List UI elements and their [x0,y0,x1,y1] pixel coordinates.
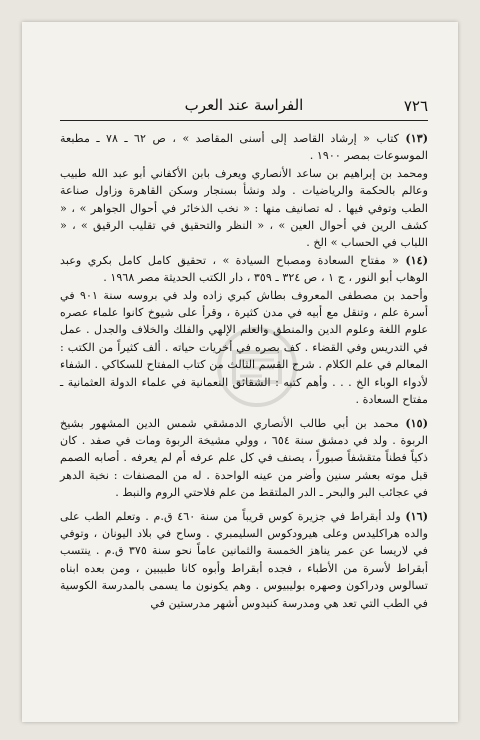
footnote-text: كتاب « إرشاد القاصد إلى أسنى المقاصد » ، ص ٦٢ ـ ٧٨ ـ مطبعة الموسوعات بمصر ١٩٠٠ . [60,132,428,163]
footnote-number: (١٤) [405,252,428,267]
footnote-number: (١٥) [405,415,428,430]
page-number: ٧٢٦ [403,97,428,115]
footnote-text: ولد أبقراط في جزيرة كوس قريباً من سنة ٤٦٠ ق.م . وتعلم الطب على والده هراكليدس وعلى هيرودكوس السليمبري . وساح في بلاد اليونان ، وتوفي في لاريسا عن عمر يناهز الخمسة والثمانين عاماً نحو سنة ٣٧٥ ق.م . ينتسب أبقراط لأسرة من الأطباء ، فجده أبقراط وأبوه كانا طبيبين ، ومن بعده ابناه تسالوس ودراكون وصهره بوليبيوس . وهم يكونون ما يسمى بالمدرسة الكوسية في الطب التي تعد هي ومدرسة كنيدوس أشهر مدرستين في [60,509,428,610]
footnote-text: وأحمد بن مصطفى المعروف بطاش كبري زاده ولد في بروسه سنة ٩٠١ في أسرة علم ، وتنقل مع أبيه في مدن كثيرة ، وقرأ على شيوخ كانوا علماء عصره علوم اللغة وعلوم الدين والمنطق والعلم الإلهي والفلك والخلاف والجدل . عمل في التدريس وفي القضاء . كف بصره في أخريات حياته . ألف كثيراً من الكتب : المعالم في علم الكلام . شرح القسم الثالث من كتاب المفتاح للسكاكي . الشفاء لأدواء الوباء الخ . . . وأهم كتبه : الشقائق النعمانية في علماء الدولة العثمانية ـ مفتاح السعادة . [60,288,429,407]
footnote-16 [60,508,428,612]
book-page [22,22,458,722]
footnote-text: ومحمد بن إبراهيم بن ساعد الأنصاري ويعرف بابن الأكفاني أبو عبد الله طبيب وعالم بالحكمة والرياضيات . ولد ونشأ بسنجار وسكن القاهرة وزاول صناعة الطب وتوفي فيها . له تصانيف منها : « نخب الذخائر في أحوال الجواهر » ، « كشف الرين في أحوال العين » ، « النظر والتحقيق في تقليب الرقيق » ، « اللباب في الحساب » الخ . [60,166,428,250]
footnote-15 [60,415,428,502]
footnote-number: (١٣) [405,131,429,145]
footnote-13-bio [60,165,428,252]
footnote-text: « مفتاح السعادة ومصباح السيادة » ، تحقيق كامل كامل بكري وعبد الوهاب أبو النور ، ج ١ ، ص ٣٢٤ ـ ٣٥٩ ، دار الكتب الحديثة مصر ١٩٦٨ . [60,253,428,285]
footnote-14-bio [60,287,428,409]
footnote-number: (١٦) [405,508,428,523]
footnote-13 [60,130,428,165]
footnote-text: محمد بن أبي طالب الأنصاري الدمشقي شمس الدين المشهور بشيخ الربوة . ولد في دمشق سنة ٦٥٤ ، وولي مشيخة الربوة ومات في صفد . كان ذكياً فطناً متقشفاً صبوراً ، يصنف في كل علم عرفه أم لم يعرفه . أصابه الصمم قبل موته بعشر سنين وأضر من عينه الواحدة . له من المصنفات : نخبة الدهر في عجائب البر والبحر ـ الدر الملتقط من علم فلاحتي الروم والنبط . [60,416,428,500]
footnotes-body [60,130,428,612]
page-header [60,94,428,121]
running-title: الفراسة عند العرب [184,96,304,114]
footnote-14 [60,252,428,287]
